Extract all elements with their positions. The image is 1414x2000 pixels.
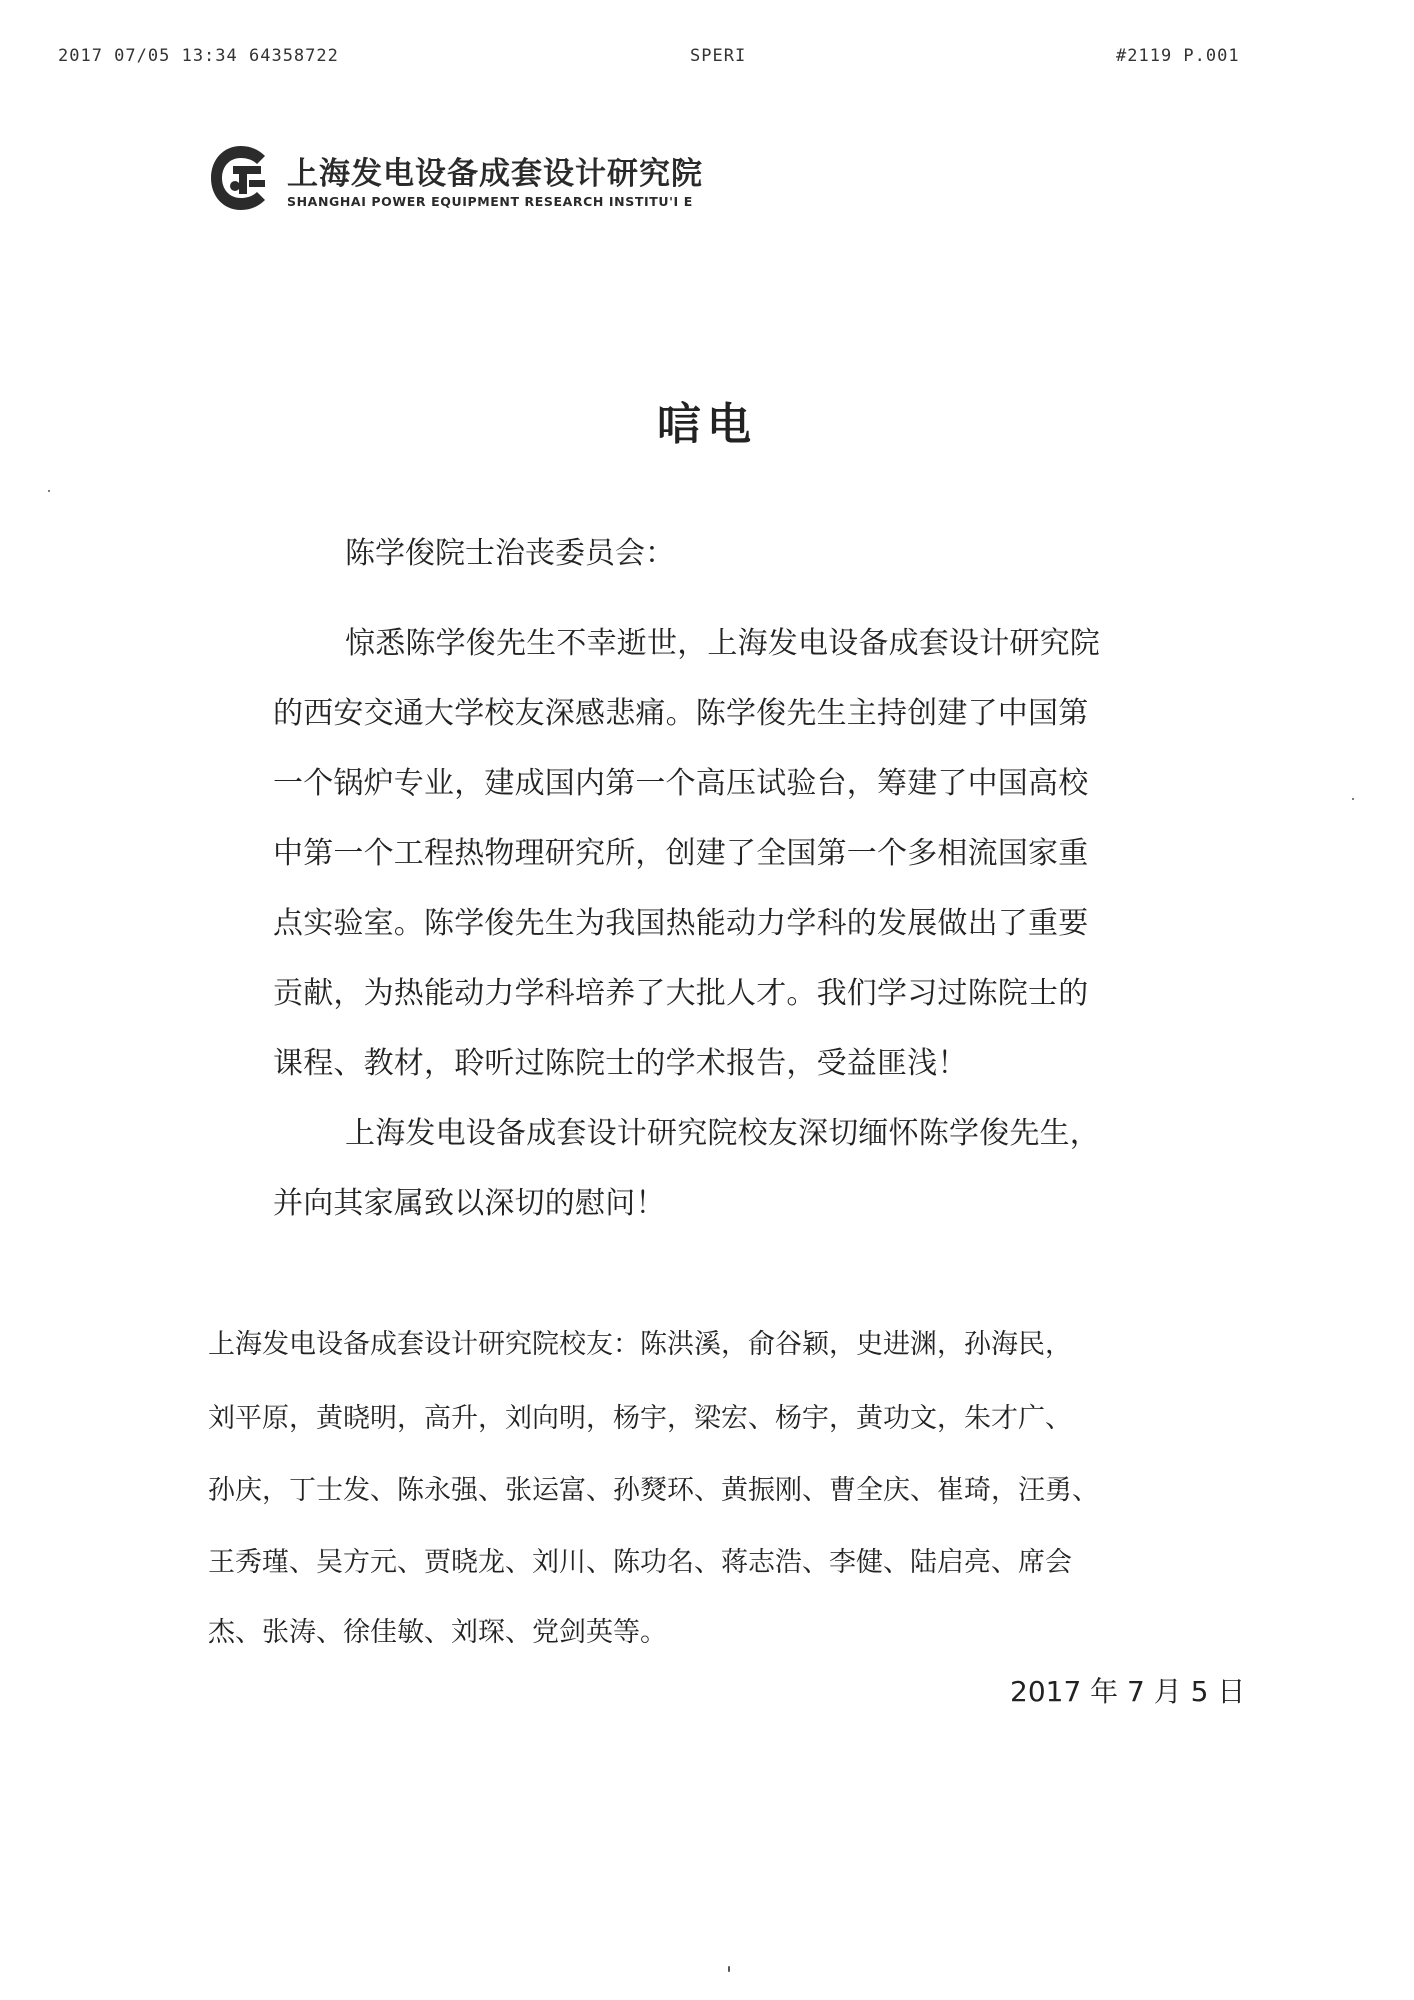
signers-line: 孙庆，丁士发、陈永强、张运富、孙燹环、黄振刚、曹全庆、崔琦，汪勇、 [208, 1475, 1099, 1506]
salutation: 陈学俊院士治丧委员会： [345, 536, 675, 571]
scan-speck [48, 490, 50, 492]
signers-line: 上海发电设备成套设计研究院校友：陈洪溪，俞谷颖，史进渊，孙海民， [208, 1329, 1072, 1360]
institute-logo-icon [205, 142, 277, 214]
fax-header [0, 46, 1414, 70]
letterhead [205, 142, 765, 222]
signers-line: 王秀瑾、吴方元、贾晓龙、刘川、陈功名、蒋志浩、李健、陆启亮、席会 [208, 1547, 1072, 1578]
institute-name-chinese: 上海发电设备成套设计研究院 [287, 156, 703, 192]
letter-date: 2017 年 7 月 5 日 [1010, 1675, 1246, 1708]
signers-line: 刘平原，黄晓明，高升，刘向明，杨宇，梁宏、杨宇，黄功文，朱才广、 [208, 1403, 1072, 1434]
body-line: 惊悉陈学俊先生不幸逝世，上海发电设备成套设计研究院 [345, 626, 1100, 661]
scan-speck [1352, 798, 1354, 800]
body-line: 的西安交通大学校友深感悲痛。陈学俊先生主持创建了中国第 [273, 696, 1089, 731]
signers-line: 杰、张涛、徐佳敏、刘琛、党剑英等。 [208, 1617, 667, 1648]
body-line: 贡献，为热能动力学科培养了大批人才。我们学习过陈院士的 [273, 976, 1089, 1011]
body-line: 中第一个工程热物理研究所，创建了全国第一个多相流国家重 [273, 836, 1089, 871]
body-line: 课程、教材，聆听过陈院士的学术报告，受益匪浅！ [273, 1046, 968, 1081]
document-title: 唁电 [657, 399, 757, 450]
body-line: 上海发电设备成套设计研究院校友深切缅怀陈学俊先生， [345, 1116, 1100, 1151]
body-line: 一个锅炉专业，建成国内第一个高压试验台，筹建了中国高校 [273, 766, 1089, 801]
fax-page-number: #2119 P.001 [1116, 46, 1240, 66]
fax-timestamp: 2017 07/05 13:34 64358722 [58, 46, 339, 66]
body-line: 点实验室。陈学俊先生为我国热能动力学科的发展做出了重要 [273, 906, 1089, 941]
fax-sender-id: SPERI [690, 46, 747, 66]
scan-speck [728, 1966, 730, 1972]
institute-name-english: SHANGHAI POWER EQUIPMENT RESEARCH INSTITU'I E [287, 194, 693, 209]
body-line: 并向其家属致以深切的慰问！ [273, 1186, 666, 1221]
